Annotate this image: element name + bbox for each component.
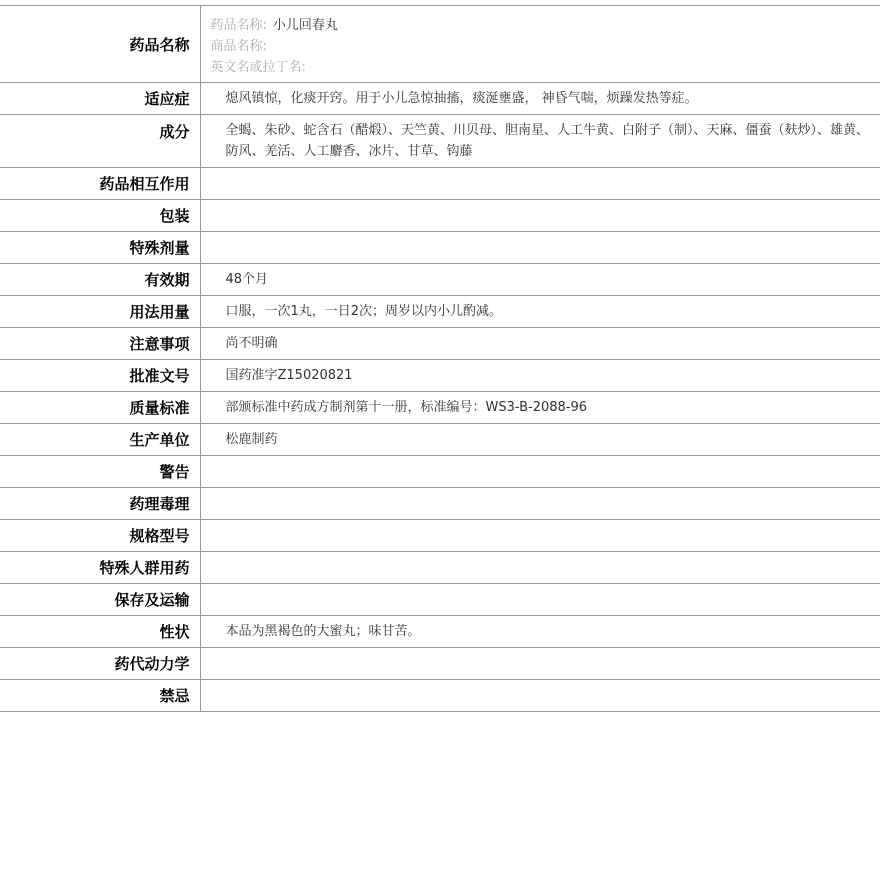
drug-name-line: [211, 15, 880, 36]
row-package: [0, 200, 880, 232]
special-population-value: [200, 552, 880, 584]
latin-name-key: 英文名或拉丁名:: [210, 60, 306, 75]
storage-label: 保存及运输: [0, 584, 200, 616]
warning-label: 警告: [0, 456, 200, 488]
interactions-label: 药品相互作用: [0, 168, 200, 200]
row-precautions: [0, 328, 880, 360]
special-population-label: 特殊人群用药: [0, 552, 200, 584]
approval-value: 国药准字Z15020821: [200, 360, 880, 392]
special-dosage-label: 特殊剂量: [0, 232, 200, 264]
pharmacokinetics-label: 药代动力学: [0, 648, 200, 680]
trade-name-line: [211, 36, 880, 57]
indications-label: 适应症: [0, 83, 200, 115]
row-drug-name: [0, 6, 880, 83]
row-warning: [0, 456, 880, 488]
row-contraindications: [0, 680, 880, 712]
trade-name-key: 商品名称:: [210, 39, 267, 54]
package-value: [200, 200, 880, 232]
row-ingredients: [0, 115, 880, 168]
appearance-label: 性状: [0, 616, 200, 648]
manufacturer-label: 生产单位: [0, 424, 200, 456]
drug-info-table: [0, 5, 880, 712]
toxicology-value: [200, 488, 880, 520]
row-toxicology: [0, 488, 880, 520]
toxicology-label: 药理毒理: [0, 488, 200, 520]
drug-name-key: 药品名称:: [210, 18, 267, 33]
row-approval: [0, 360, 880, 392]
row-interactions: [0, 168, 880, 200]
drug-name-value: 小儿回春丸: [272, 18, 338, 33]
special-dosage-value: [200, 232, 880, 264]
ingredients-value: 全蝎、朱砂、蛇含石（醋煅）、天竺黄、川贝母、胆南星、人工牛黄、白附子（制）、天麻、僵蚕（麸炒）、雄黄、防风、羌活、人工麝香、冰片、甘草、钩藤: [200, 115, 880, 168]
row-manufacturer: [0, 424, 880, 456]
row-pharmacokinetics: [0, 648, 880, 680]
row-specification: [0, 520, 880, 552]
drug-name-label: 药品名称: [0, 6, 200, 83]
approval-label: 批准文号: [0, 360, 200, 392]
row-special-dosage: [0, 232, 880, 264]
row-special-population: [0, 552, 880, 584]
latin-name-line: [211, 57, 880, 78]
specification-value: [200, 520, 880, 552]
row-quality: [0, 392, 880, 424]
warning-value: [200, 456, 880, 488]
validity-value: 48个月: [200, 264, 880, 296]
row-appearance: [0, 616, 880, 648]
precautions-value: 尚不明确: [200, 328, 880, 360]
manufacturer-value: 松鹿制药: [200, 424, 880, 456]
usage-value: 口服，一次1丸，一日2次；周岁以内小儿酌减。: [200, 296, 880, 328]
row-storage: [0, 584, 880, 616]
drug-names-cell: [200, 6, 880, 83]
pharmacokinetics-value: [200, 648, 880, 680]
storage-value: [200, 584, 880, 616]
quality-label: 质量标准: [0, 392, 200, 424]
quality-value: 部颁标准中药成方制剂第十一册，标准编号：WS3-B-2088-96: [200, 392, 880, 424]
contraindications-value: [200, 680, 880, 712]
interactions-value: [200, 168, 880, 200]
appearance-value: 本品为黑褐色的大蜜丸；味甘苦。: [200, 616, 880, 648]
row-usage: [0, 296, 880, 328]
package-label: 包装: [0, 200, 200, 232]
precautions-label: 注意事项: [0, 328, 200, 360]
row-validity: [0, 264, 880, 296]
indications-value: 熄风镇惊，化痰开窍。用于小儿急惊抽搐，痰涎壅盛， 神昏气喘，烦躁发热等症。: [200, 83, 880, 115]
contraindications-label: 禁忌: [0, 680, 200, 712]
specification-label: 规格型号: [0, 520, 200, 552]
usage-label: 用法用量: [0, 296, 200, 328]
ingredients-label: 成分: [0, 115, 200, 168]
validity-label: 有效期: [0, 264, 200, 296]
row-indications: [0, 83, 880, 115]
